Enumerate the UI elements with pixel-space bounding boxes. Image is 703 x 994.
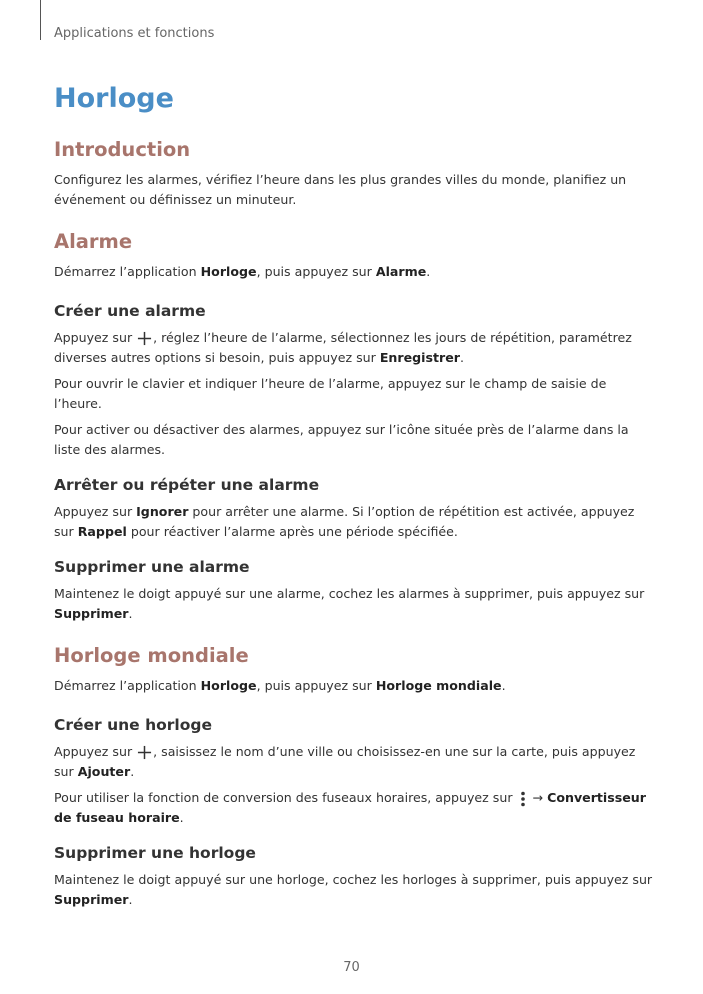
header-rule [40,0,41,40]
creer-horloge-heading: Créer une horloge [54,716,212,734]
arreter-alarme-text: Appuyez sur Ignorer pour arrêter une alarme. Si l’option de répétition est activée, appuyez sur Rappel pour réactiver l’alarme après une période spécifiée. [54,504,635,539]
creer-alarme-heading: Créer une alarme [54,302,206,320]
supprimer-horloge-text: Maintenez le doigt appuyé sur une horloge, cochez les horloges à supprimer, puis appuyez sur Supprimer. [54,872,653,907]
subsection-creer-alarme [54,300,654,460]
section-horloge-mondiale [54,642,654,696]
alarme-start-text: Démarrez l’application Horloge, puis appuyez sur Alarme. [54,264,431,279]
plus-icon [137,745,152,760]
subsection-creer-horloge [54,714,654,828]
supprimer-horloge-heading: Supprimer une horloge [54,844,256,862]
alarme-heading: Alarme [54,230,133,253]
section-introduction [54,136,654,210]
creer-alarme-step: Appuyez sur , réglez l’heure de l’alarme, sélectionnez les jours de répétition, paramétrez diverses autres options si besoin, puis appuyez sur Enregistrer. [54,330,632,365]
subsection-supprimer-horloge [54,842,654,910]
more-options-icon [519,791,527,807]
supprimer-alarme-heading: Supprimer une alarme [54,558,250,576]
section-alarme [54,228,654,282]
introduction-heading: Introduction [54,138,191,161]
subsection-supprimer-alarme [54,556,654,624]
arreter-alarme-heading: Arrêter ou répéter une alarme [54,476,320,494]
creer-alarme-keyboard-tip: Pour ouvrir le clavier et indiquer l’heure de l’alarme, appuyez sur le champ de saisie de l’heure. [54,376,607,411]
page-title: Horloge [54,83,174,114]
introduction-text: Configurez les alarmes, vérifiez l’heure dans les plus grandes villes du monde, planifiez un événement ou définissez un minuteur. [54,172,627,207]
subsection-arreter-alarme [54,474,654,542]
horloge-mondiale-heading: Horloge mondiale [54,644,249,667]
page-content [54,80,654,924]
supprimer-alarme-text: Maintenez le doigt appuyé sur une alarme, cochez les alarmes à supprimer, puis appuyez sur Supprimer. [54,586,645,621]
creer-horloge-step: Appuyez sur , saisissez le nom d’une ville ou choisissez-en une sur la carte, puis appuyez sur Ajouter. [54,744,636,779]
running-head: Applications et fonctions [54,26,215,41]
creer-horloge-converter-tip: Pour utiliser la fonction de conversion des fuseaux horaires, appuyez sur → Convertisseur de fuseau horaire. [54,790,646,825]
plus-icon [137,331,152,346]
horloge-mondiale-start-text: Démarrez l’application Horloge, puis appuyez sur Horloge mondiale. [54,678,506,693]
page-number: 70 [343,960,360,975]
creer-alarme-toggle-tip: Pour activer ou désactiver des alarmes, appuyez sur l’icône située près de l’alarme dans la liste des alarmes. [54,422,629,457]
